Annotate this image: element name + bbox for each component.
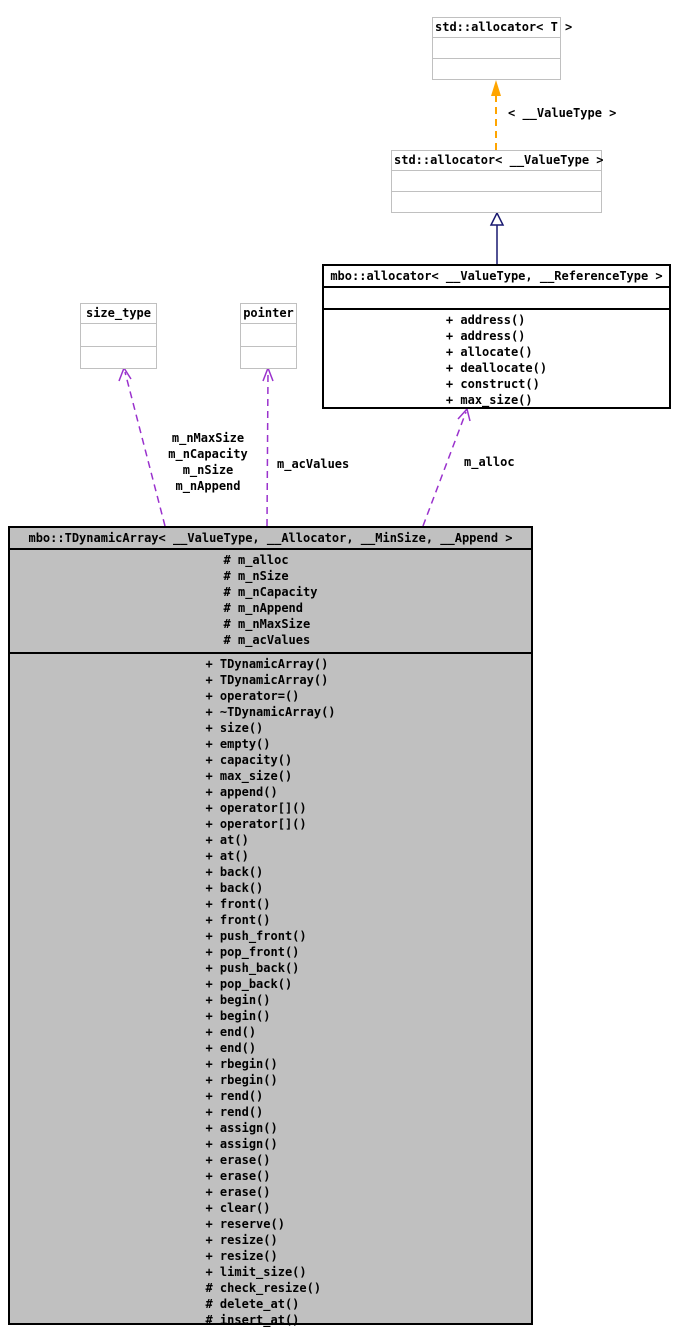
class-node-tdynamicarray-main [8, 526, 533, 1325]
member-line: + rend() [205, 1089, 264, 1103]
member-line: # check_resize() [205, 1281, 322, 1295]
class-title: mbo::TDynamicArray< __ValueType, __Allocator, __MinSize, __Append > [10, 528, 531, 550]
class-node-mbo-allocator[interactable] [322, 264, 671, 409]
attributes-compartment [81, 324, 156, 346]
member-line: + address() [445, 329, 526, 343]
member-line: + end() [205, 1025, 257, 1039]
usage-arrowhead-pointer-icon [263, 368, 273, 381]
member-line: + end() [205, 1041, 257, 1055]
methods-compartment [81, 346, 156, 369]
member-line: + back() [205, 865, 264, 879]
member-line: + empty() [205, 737, 271, 751]
methods-compartment [433, 58, 560, 79]
member-line: + erase() [205, 1185, 271, 1199]
member-line: # m_nCapacity [223, 585, 318, 599]
attributes-compartment [324, 288, 669, 308]
class-node-size-type[interactable] [80, 303, 157, 369]
member-line: + limit_size() [205, 1265, 307, 1279]
member-line: # delete_at() [205, 1297, 300, 1311]
member-line: + TDynamicArray() [205, 657, 329, 671]
member-line: + construct() [445, 377, 540, 391]
edge-label-template-args: < __ValueType > [508, 106, 617, 120]
member-line: m_nSize [182, 463, 234, 477]
member-line: m_nMaxSize [171, 431, 245, 445]
member-line: + begin() [205, 1009, 271, 1023]
member-line: + resize() [205, 1233, 278, 1247]
member-line: + assign() [205, 1121, 278, 1135]
member-line: # m_nAppend [223, 601, 304, 615]
member-line: m_nCapacity [168, 447, 248, 461]
member-line: + operator=() [205, 689, 300, 703]
template-arrowhead-icon [491, 80, 501, 96]
attributes-compartment [392, 171, 601, 191]
member-line: # m_alloc [223, 553, 289, 567]
member-line: + rend() [205, 1105, 264, 1119]
methods-compartment [10, 652, 531, 1328]
class-title: pointer [241, 304, 296, 324]
edge-label-alloc: m_alloc [464, 455, 515, 469]
member-line: + back() [205, 881, 264, 895]
member-line: + front() [205, 897, 271, 911]
attribute-list [224, 550, 318, 652]
member-line: # m_nSize [223, 569, 289, 583]
usage-arrowhead-alloc-icon [458, 409, 470, 421]
class-node-std-allocator-t[interactable] [432, 17, 573, 80]
member-line: + resize() [205, 1249, 278, 1263]
member-line: # m_acValues [223, 633, 311, 647]
methods-compartment [241, 346, 296, 369]
member-line: m_nAppend [175, 479, 241, 493]
attributes-compartment [241, 324, 296, 346]
edge-label-size-type-members [138, 430, 278, 494]
member-line: + pop_back() [205, 977, 293, 991]
member-line: + size() [205, 721, 264, 735]
member-line: + operator[]() [205, 801, 307, 815]
edge-label-acvalues: m_acValues [277, 457, 350, 471]
member-line: + ~TDynamicArray() [205, 705, 336, 719]
usage-edge-alloc [423, 412, 466, 526]
member-line: + capacity() [205, 753, 293, 767]
member-line: + erase() [205, 1153, 271, 1167]
member-line: + front() [205, 913, 271, 927]
member-line: # insert_at() [205, 1313, 300, 1327]
methods-compartment [324, 308, 669, 408]
member-line: + max_size() [445, 393, 533, 407]
attributes-compartment [10, 550, 531, 652]
member-line: + push_back() [205, 961, 300, 975]
member-line: + allocate() [445, 345, 533, 359]
member-line: + rbegin() [205, 1057, 278, 1071]
inheritance-arrowhead-icon [491, 213, 503, 225]
method-list [446, 310, 547, 408]
member-line: + TDynamicArray() [205, 673, 329, 687]
member-line: + operator[]() [205, 817, 307, 831]
class-title: mbo::allocator< __ValueType, __ReferenceType > [324, 266, 669, 288]
member-line: + reserve() [205, 1217, 285, 1231]
usage-arrowhead-size-type-icon [119, 368, 131, 381]
class-title: std::allocator< T > [433, 18, 560, 38]
member-line: + assign() [205, 1137, 278, 1151]
class-node-pointer[interactable] [240, 303, 297, 369]
member-line: + address() [445, 313, 526, 327]
class-title: std::allocator< __ValueType > [392, 151, 601, 171]
attributes-compartment [433, 38, 560, 58]
member-line: + clear() [205, 1201, 271, 1215]
member-line: # m_nMaxSize [223, 617, 311, 631]
member-line: + rbegin() [205, 1073, 278, 1087]
member-line: + begin() [205, 993, 271, 1007]
member-line: + erase() [205, 1169, 271, 1183]
methods-compartment [392, 191, 601, 212]
member-line: + push_front() [205, 929, 307, 943]
member-line: + at() [205, 833, 249, 847]
member-line: + at() [205, 849, 249, 863]
member-line: + max_size() [205, 769, 293, 783]
method-list [205, 654, 335, 1328]
class-title: size_type [81, 304, 156, 324]
member-line: + append() [205, 785, 278, 799]
member-line: + deallocate() [445, 361, 548, 375]
class-node-std-allocator-valuetype[interactable] [391, 150, 602, 213]
member-line: + pop_front() [205, 945, 300, 959]
